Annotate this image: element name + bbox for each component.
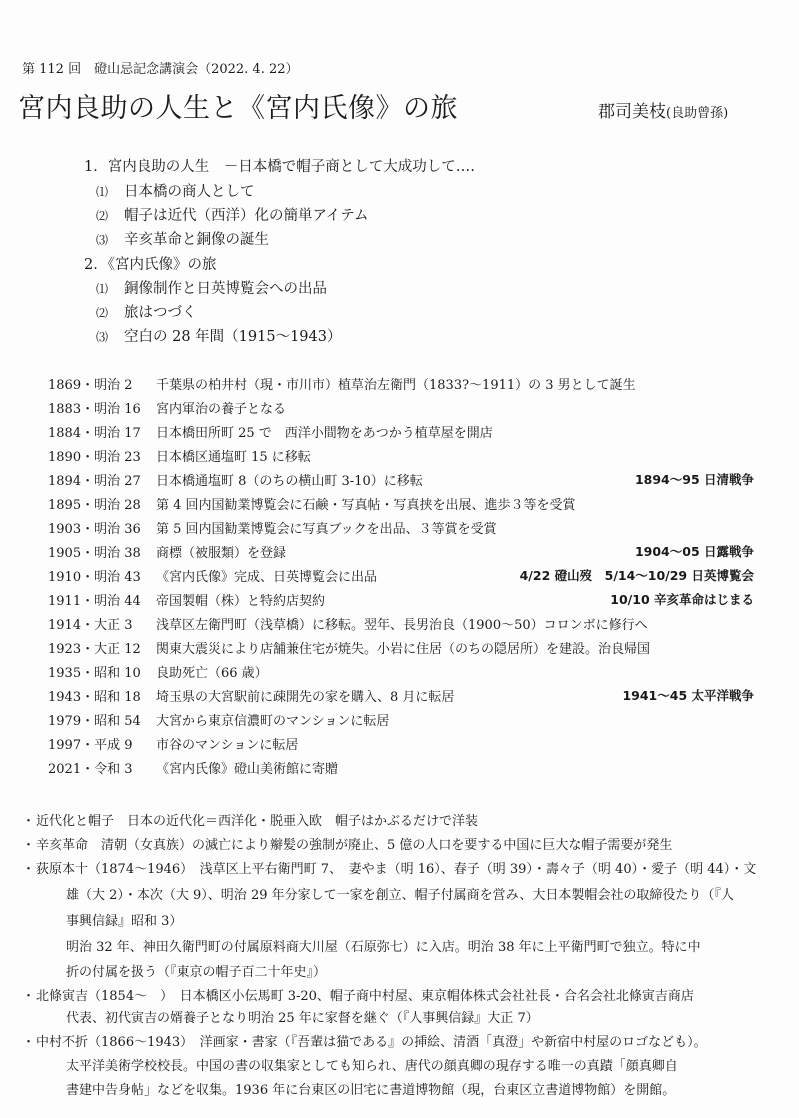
timeline-note: 4/22 磴山歿 5/14～10/29 日英博覧会 (519, 568, 754, 583)
outline-item (96, 180, 255, 201)
timeline-row (48, 422, 754, 444)
timeline-date: 1914・大正 3 (48, 618, 133, 633)
timeline-row (48, 566, 754, 588)
timeline-date: 1869・明治 2 (48, 378, 133, 393)
timeline-date: 1905・明治 38 (48, 546, 141, 561)
outline-item-text: 旅はつづく (124, 305, 197, 321)
timeline-text: 商標（被服類）を登録 (156, 546, 287, 561)
timeline-date: 1935・昭和 10 (48, 666, 141, 681)
timeline-text: 帝国製帽（株）と特約店契約 (156, 594, 326, 609)
timeline-row (48, 374, 754, 396)
timeline-text: 良助死亡（66 歳） (156, 666, 268, 681)
timeline-row (48, 446, 754, 468)
outline-item-text: 日本橋の商人として (124, 184, 255, 200)
note-line: 北條寅吉（1854～ ） 日本橋区小伝馬町 3-20、帽子商中村屋、東京帽体株式会社社長・合名会社北條寅吉商店 (36, 989, 694, 1004)
note-line: 近代化と帽子 日本の近代化＝西洋化・脱亜入欧 帽子はかぶるだけで洋装 (36, 814, 479, 829)
timeline-note: 1941～45 太平洋戦争 (622, 688, 754, 703)
outline-item-number: ⑴ (96, 185, 109, 199)
bullet-dot: ・ (22, 862, 36, 877)
note-line: 荻原本十（1874～1946） 浅草区上平右衛門町 7、 妻やま（明 16）、春子（明 39）・壽々子（明 40）・愛子（明 44）・文 (36, 862, 757, 877)
outline-section: 1．宮内良助の人生 －日本橋で帽子商として大成功して‥‥ (84, 159, 476, 175)
note-line: 折の付属を扱う（『東京の帽子百二十年史』） (66, 965, 327, 980)
timeline-date: 1923・大正 12 (48, 642, 141, 657)
timeline-text: 関東大震災により店舗兼住宅が焼失。小岩に住居（のちの隠居所）を建設。治良帰国 (156, 642, 651, 657)
outline-item (96, 301, 197, 322)
timeline-text: 千葉県の柏井村（現・市川市）植草治左衛門（1833?～1911）の 3 男として誕生 (156, 378, 636, 393)
timeline-date: 1911・明治 44 (48, 594, 141, 609)
timeline-row (48, 614, 754, 636)
outline-item-number: ⑵ (96, 209, 109, 223)
timeline-text: 第 5 回内国勧業博覧会に写真ブックを出品、３等賞を受賞 (156, 522, 497, 537)
bullet-dot: ・ (22, 989, 36, 1004)
timeline-text: 《宮内氏像》磴山美術館に寄贈 (156, 762, 339, 777)
timeline-text: 市谷のマンションに転居 (156, 738, 299, 753)
outline-section: 2．《宮内氏像》の旅 (84, 257, 217, 273)
outline-item-text: 帽子は近代（西洋）化の簡単アイテム (124, 208, 369, 224)
timeline-date: 1943・昭和 18 (48, 690, 141, 705)
timeline-row (48, 758, 754, 780)
timeline-note: 10/10 辛亥革命はじまる (610, 592, 754, 607)
timeline-row (48, 398, 754, 420)
outline-item-number: ⑶ (96, 330, 109, 344)
note-line: 代表、初代寅吉の婿養子となり明治 25 年に家督を継ぐ（『人事興信録』大正 7） (66, 1011, 539, 1026)
outline-item-text: 銅像制作と日英博覧会への出品 (124, 281, 327, 297)
timeline-date: 1890・明治 23 (48, 450, 141, 465)
note-line: 書建中告身帖」などを収集。1936 年に台東区の旧宅に書道博物館（現，台東区立書道博物館）を開館。 (66, 1083, 676, 1098)
timeline-text: 《宮内氏像》完成、日英博覧会に出品 (156, 570, 378, 585)
event-line: 第 112 回 磴山忌記念講演会（2022. 4. 22） (22, 62, 299, 77)
timeline-text: 浅草区左衛門町（浅草橋）に移転。翌年、長男治良（1900～50）コロンボに修行へ (156, 618, 648, 633)
timeline-row (48, 662, 754, 684)
author-name: 郡司美枝 (598, 102, 666, 122)
note-line: 明治 32 年、神田久衛門町の付属原料商大川屋（石原弥七）に入店。明治 38 年に上平衛門町で独立。特に中 (66, 940, 701, 955)
timeline-text: 日本橋区通塩町 15 に移転 (156, 450, 311, 465)
note-line: 事興信録』昭和 3） (66, 914, 183, 929)
timeline-row (48, 638, 754, 660)
timeline-text: 埼玉県の大宮駅前に疎開先の家を購入、8 月に転居 (156, 690, 455, 705)
outline-item-text: 空白の 28 年間（1915～1943） (124, 329, 342, 345)
note-line: 中村不折（1866～1943） 洋画家・書家（『吾輩は猫である』の挿絵、清酒「真澄」や新宿中村屋のロゴなども）。 (36, 1035, 707, 1050)
timeline-row (48, 590, 754, 612)
outline-item-number: ⑴ (96, 282, 109, 296)
timeline-date: 1903・明治 36 (48, 522, 141, 537)
timeline-text: 日本橋通塩町 8（のちの横山町 3-10）に移転 (156, 474, 423, 489)
author (598, 97, 728, 122)
timeline-note: 1904～05 日露戦争 (634, 544, 754, 559)
timeline-date: 1910・明治 43 (48, 570, 141, 585)
timeline-row (48, 542, 754, 564)
outline-item (96, 277, 327, 298)
timeline-row (48, 494, 754, 516)
timeline-date: 1894・明治 27 (48, 474, 141, 489)
outline-item-number: ⑵ (96, 306, 109, 320)
timeline-date: 2021・令和 3 (48, 762, 133, 777)
outline-item (96, 228, 269, 249)
outline-item-number: ⑶ (96, 233, 109, 247)
timeline-text: 大宮から東京信濃町のマンションに転居 (156, 714, 390, 729)
timeline-date: 1895・明治 28 (48, 498, 141, 513)
timeline-text: 日本橋田所町 25 で 西洋小間物をあつかう植草屋を開店 (156, 426, 493, 441)
timeline-date: 1883・明治 16 (48, 402, 141, 417)
timeline-row (48, 470, 754, 492)
page-title: 宮内良助の人生と《宮内氏像》の旅 (18, 93, 458, 124)
outline-item-text: 辛亥革命と銅像の誕生 (124, 232, 269, 248)
timeline-date: 1997・平成 9 (48, 738, 133, 753)
timeline-row (48, 710, 754, 732)
timeline-date: 1884・明治 17 (48, 426, 141, 441)
timeline-row (48, 686, 754, 708)
bullet-dot: ・ (22, 838, 36, 853)
timeline-date: 1979・昭和 54 (48, 714, 141, 729)
author-note: (良助曾孫) (666, 106, 729, 121)
outline-item (96, 325, 341, 346)
timeline-text: 第 4 回内国勧業博覧会に石鹸・写真帖・写真挟を出展、進歩３等を受賞 (156, 498, 576, 513)
timeline-text: 宮内軍治の養子となる (156, 402, 287, 417)
note-line: 太平洋美術学校校長。中国の書の収集家としても知られ、唐代の顔真卿の現存する唯一の真蹟「顔真卿自 (66, 1059, 678, 1074)
outline-item (96, 204, 368, 225)
note-line: 辛亥革命 清朝（女真族）の滅亡により辮髪の強制が廃止、5 億の人口を要する中国に巨大な帽子需要が発生 (36, 838, 673, 853)
timeline-row (48, 734, 754, 756)
bullet-dot: ・ (22, 1035, 36, 1050)
timeline-note: 1894～95 日清戦争 (634, 472, 754, 487)
bullet-dot: ・ (22, 814, 36, 829)
note-line: 雄（大 2）・本次（大 9）、明治 29 年分家して一家を創立、帽子付属商を営み、大日本製帽会社の取締役たり（『人 (66, 888, 734, 903)
timeline-row (48, 518, 754, 540)
